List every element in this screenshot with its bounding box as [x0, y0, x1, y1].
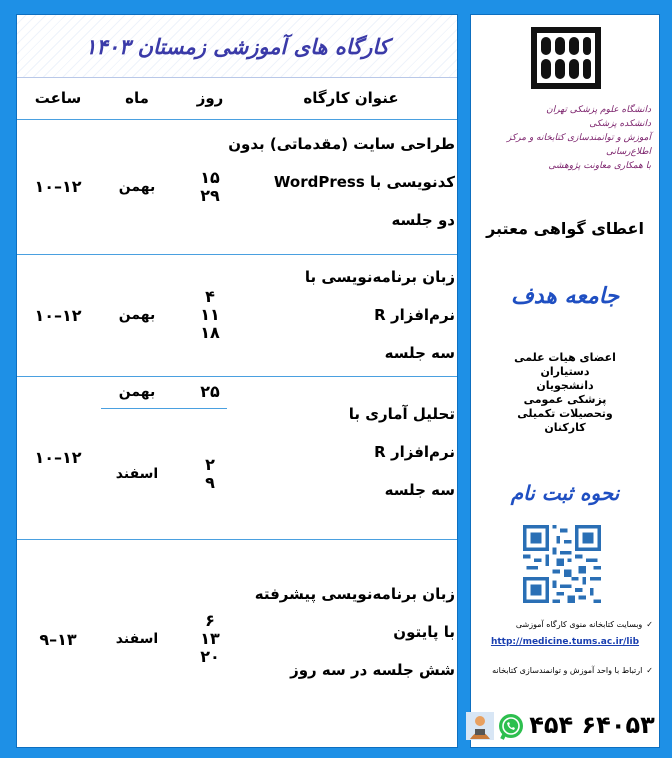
- whatsapp-icon[interactable]: [497, 713, 525, 741]
- workshop-time-1: ۱۲–۱۰: [34, 177, 82, 196]
- info-sidebar: [470, 14, 660, 748]
- title-line: با پایتون: [393, 623, 455, 641]
- workshop-title-4: [245, 575, 455, 689]
- target-list: [471, 351, 659, 435]
- phone-number: ۶۴۰۵۳ ۴۵۴: [529, 711, 655, 739]
- website-note: [477, 619, 653, 631]
- day: ۴: [205, 287, 215, 306]
- title-line: زبان برنامه‌نویسی پیشرفته: [254, 585, 455, 603]
- workshop-title-3: [245, 395, 455, 509]
- workshop-table: [16, 14, 458, 748]
- workshop-days-3a: [175, 376, 245, 408]
- title-line: زبان برنامه‌نویسی با: [304, 268, 455, 286]
- qr-code-icon[interactable]: [523, 525, 601, 603]
- header-month: ماه: [125, 89, 149, 107]
- library-link[interactable]: http://medicine.tums.ac.ir/lib: [490, 637, 640, 647]
- workshop-time-2: ۱۲–۱۰: [34, 305, 82, 325]
- title-line: سه جلسه: [384, 481, 455, 499]
- title-line: شش جلسه در سه روز: [290, 661, 455, 679]
- website-note-text: وبسایت کتابخانه منوی کارگاه آموزشی: [515, 620, 643, 629]
- header-time: ساعت: [34, 89, 82, 107]
- target-item: وتحصیلات تکمیلی: [517, 407, 613, 420]
- day: ۲۹: [200, 185, 220, 205]
- workshop-month-3b: اسفند: [115, 466, 159, 482]
- day: ۹: [205, 473, 215, 492]
- workshop-month-2: بهمن: [118, 307, 156, 323]
- day: ۱۸: [200, 323, 220, 342]
- title-line: کدنویسی با WordPress: [273, 173, 455, 191]
- check-icon: ✓: [646, 666, 653, 675]
- workshop-title-1: [228, 125, 455, 239]
- workshop-days-1: [175, 119, 245, 254]
- title-line: نرم‌افزار R: [374, 443, 455, 461]
- workshop-days-2: [175, 254, 245, 376]
- org-line: آموزش و توانمندسازی کتابخانه و مرکز اطلاع‌رسانی: [507, 133, 651, 157]
- org-line: دانشکده پزشکی: [589, 119, 651, 129]
- certificate-text: اعطای گواهی معتبر: [486, 219, 644, 238]
- title-line: دو جلسه: [391, 211, 455, 229]
- day: ۲۵: [200, 382, 220, 401]
- workshop-days-3b: [175, 409, 245, 539]
- title-line: تحلیل آماری با: [348, 405, 455, 423]
- title-banner: [17, 15, 457, 78]
- day: ۱۳: [200, 629, 220, 648]
- contact-note: [477, 665, 653, 677]
- title-line: طراحی سایت (مقدماتی) بدون: [228, 135, 455, 153]
- target-item: پزشکی عمومی: [523, 393, 607, 406]
- workshop-title-2: [245, 258, 455, 372]
- day: ۱۱: [200, 305, 220, 324]
- day: ۶: [205, 611, 215, 630]
- org-block: [491, 103, 651, 173]
- day: ۲۰: [200, 647, 220, 666]
- day: ۲: [205, 455, 215, 474]
- header-title: عنوان کارگاه: [303, 89, 399, 107]
- title-line: سه جلسه: [384, 344, 455, 362]
- workshop-days-4: [175, 539, 245, 739]
- target-item: اعضای هیات علمی: [514, 351, 616, 364]
- page-title: کارگاه های آموزشی زمستان ۱۴۰۳: [85, 33, 389, 59]
- target-item: کارکنان: [544, 421, 586, 434]
- contact-note-text: ارتباط با واحد آموزش و توانمندسازی کتابخانه: [492, 666, 643, 675]
- org-line: دانشگاه علوم پزشکی تهران: [546, 105, 651, 115]
- check-icon: ✓: [646, 620, 653, 629]
- workshop-month-4: اسفند: [115, 631, 159, 647]
- workshop-time-4: ۱۳–۹: [39, 629, 77, 649]
- title-line: نرم‌افزار R: [374, 306, 455, 324]
- workshop-month-1: بهمن: [118, 178, 156, 195]
- university-logo-icon: [529, 25, 603, 91]
- support-person-icon: [465, 711, 495, 741]
- target-heading: جامعه هدف: [510, 283, 620, 309]
- org-line: با همکاری معاونت پژوهشی: [548, 161, 651, 171]
- target-item: دستیاران: [540, 365, 590, 378]
- day: ۱۵: [200, 167, 220, 187]
- register-heading: نحوه ثبت نام: [510, 481, 620, 505]
- workshop-time-3: ۱۲–۱۰: [34, 448, 82, 467]
- target-item: دانشجویان: [536, 379, 594, 392]
- header-day: روز: [196, 89, 224, 107]
- workshop-month-3a: بهمن: [118, 384, 156, 400]
